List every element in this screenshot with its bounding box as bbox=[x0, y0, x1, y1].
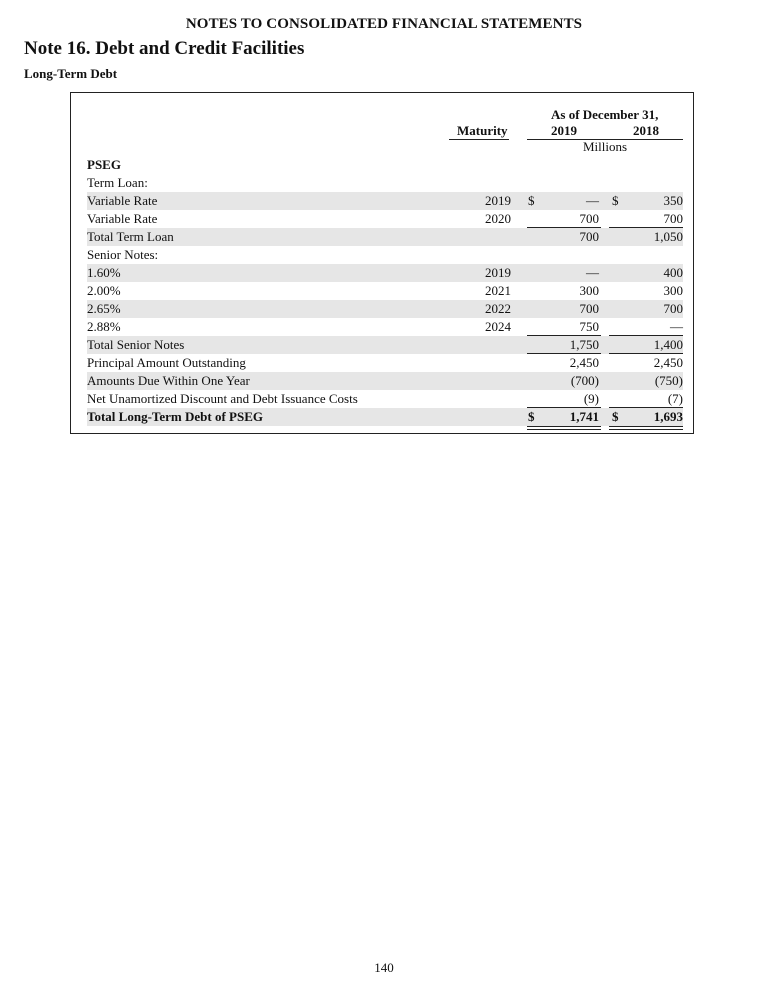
row-label: Net Unamortized Discount and Debt Issuance Costs bbox=[87, 391, 358, 406]
row-label: Term Loan: bbox=[87, 175, 148, 190]
table-row bbox=[87, 318, 683, 336]
table-row bbox=[87, 408, 683, 426]
value-2019: (9) bbox=[583, 391, 599, 406]
row-label: 2.65% bbox=[87, 301, 121, 316]
debt-table bbox=[70, 92, 694, 434]
row-label: Variable Rate bbox=[87, 211, 158, 226]
value-2019: 1,741 bbox=[569, 409, 599, 424]
currency-sign: $ bbox=[612, 193, 619, 208]
note-title: Note 16. Debt and Credit Facilities bbox=[24, 38, 305, 59]
table-row bbox=[87, 336, 683, 354]
row-maturity: 2022 bbox=[485, 301, 511, 316]
column-heading-maturity: Maturity bbox=[457, 123, 508, 138]
table-row bbox=[87, 300, 683, 318]
table-row bbox=[87, 174, 683, 192]
value-2019: 700 bbox=[579, 211, 599, 226]
currency-sign: $ bbox=[528, 409, 535, 424]
value-2018: 400 bbox=[663, 265, 683, 280]
table-row bbox=[87, 228, 683, 246]
table-row bbox=[87, 246, 683, 264]
table-row bbox=[87, 210, 683, 228]
row-label: 2.00% bbox=[87, 283, 121, 298]
row-label: Senior Notes: bbox=[87, 247, 159, 262]
table-row bbox=[87, 282, 683, 300]
value-2018: 700 bbox=[663, 301, 683, 316]
total-double-rule bbox=[609, 426, 683, 430]
column-heading-2018: 2018 bbox=[633, 123, 659, 138]
row-maturity: 2019 bbox=[485, 265, 511, 280]
table-row bbox=[87, 390, 683, 408]
value-2019: 300 bbox=[579, 283, 599, 298]
column-group-heading: As of December 31, bbox=[551, 107, 659, 122]
row-maturity: 2019 bbox=[485, 193, 511, 208]
row-label: Total Term Loan bbox=[87, 229, 174, 244]
value-2018: (7) bbox=[667, 391, 683, 406]
maturity-header-rule bbox=[449, 139, 509, 140]
value-2018: (750) bbox=[654, 373, 683, 388]
row-label: Total Long-Term Debt of PSEG bbox=[87, 409, 263, 424]
table-row bbox=[87, 192, 683, 210]
currency-sign: $ bbox=[528, 193, 535, 208]
row-label: Amounts Due Within One Year bbox=[87, 373, 250, 388]
value-2019: 700 bbox=[579, 229, 599, 244]
total-double-rule bbox=[527, 426, 601, 430]
table-row bbox=[87, 156, 683, 174]
value-2018: 350 bbox=[663, 193, 683, 208]
row-label: 2.88% bbox=[87, 319, 121, 334]
value-2018: — bbox=[670, 319, 683, 334]
value-2019: 700 bbox=[579, 301, 599, 316]
row-label: Total Senior Notes bbox=[87, 337, 185, 352]
value-2018: 700 bbox=[663, 211, 683, 226]
column-heading-2019: 2019 bbox=[551, 123, 577, 138]
table-row bbox=[87, 354, 683, 372]
row-maturity: 2020 bbox=[485, 211, 511, 226]
value-2019: (700) bbox=[570, 373, 599, 388]
value-2019: — bbox=[586, 265, 599, 280]
row-label: Variable Rate bbox=[87, 193, 158, 208]
value-2019: 1,750 bbox=[569, 337, 599, 352]
row-label: 1.60% bbox=[87, 265, 121, 280]
row-maturity: 2021 bbox=[485, 283, 511, 298]
row-label: Principal Amount Outstanding bbox=[87, 355, 246, 370]
page-number: 140 bbox=[374, 960, 394, 975]
table-row bbox=[87, 372, 683, 390]
units-label: Millions bbox=[582, 139, 628, 154]
value-2018: 1,693 bbox=[653, 409, 683, 424]
table-row bbox=[87, 264, 683, 282]
value-2018: 2,450 bbox=[653, 355, 683, 370]
value-2018: 300 bbox=[663, 283, 683, 298]
row-maturity: 2024 bbox=[485, 319, 511, 334]
value-2018: 1,050 bbox=[653, 229, 683, 244]
section-heading: Long-Term Debt bbox=[24, 66, 118, 81]
page-header: NOTES TO CONSOLIDATED FINANCIAL STATEMENTS bbox=[185, 16, 583, 32]
value-2019: 750 bbox=[579, 319, 599, 334]
currency-sign: $ bbox=[612, 409, 619, 424]
value-2019: 2,450 bbox=[569, 355, 599, 370]
value-2018: 1,400 bbox=[653, 337, 683, 352]
value-2019: — bbox=[586, 193, 599, 208]
row-label: PSEG bbox=[87, 157, 121, 172]
